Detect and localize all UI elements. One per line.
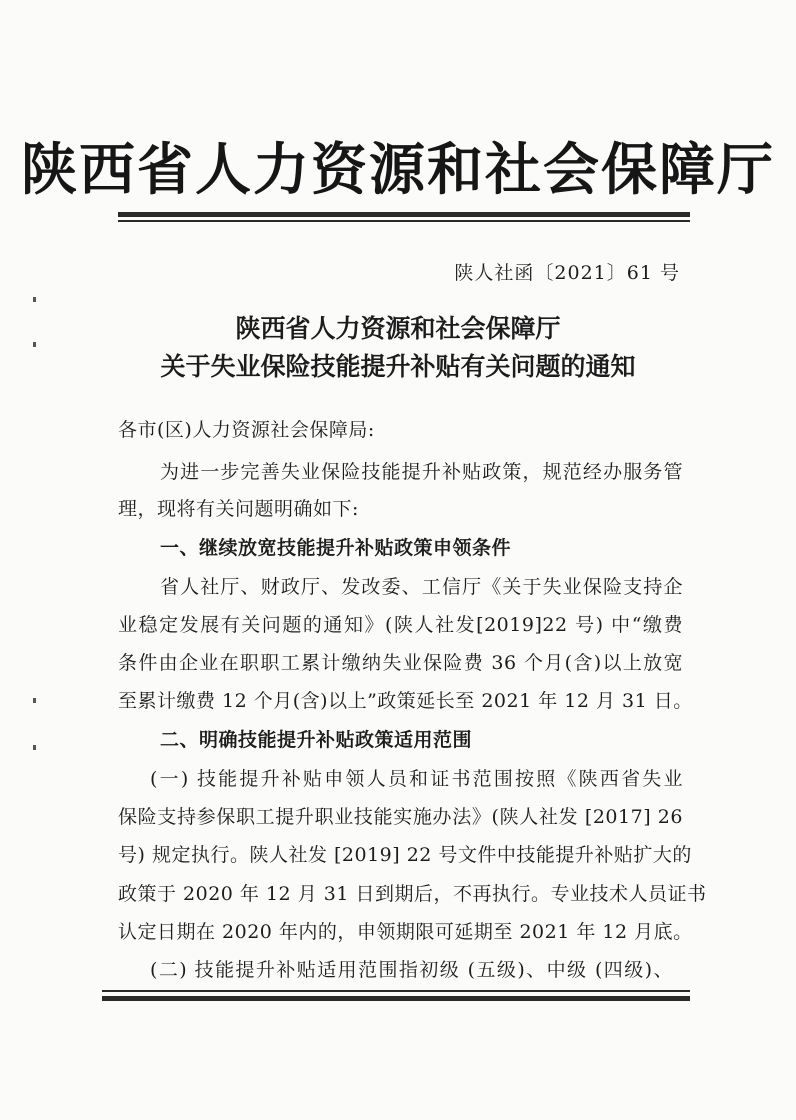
section2-line: 政策于 2020 年 12 月 31 日到期后，不再执行。专业技术人员证书 [118,883,707,905]
margin-mark [33,297,36,302]
document-number: 陕人社函〔2021〕61 号 [454,262,680,284]
intro-line: 为进一步完善失业保险技能提升补贴政策，规范经办服务管 [160,461,683,483]
section1-line: 省人社厅、财政厅、发改委、工信厅《关于失业保险支持企 [160,576,683,598]
header-rule-thin [118,220,690,222]
section2-line: (一) 技能提升补贴申领人员和证书范围按照《陕西省失业 [150,768,683,790]
salutation: 各市(区)人力资源社会保障局: [118,419,375,441]
section1-heading: 一、继续放宽技能提升补贴政策申领条件 [160,537,512,559]
section2-line: 保险支持参保职工提升职业技能实施办法》(陕人社发 [2017] 26 [118,806,683,828]
header-rule-thick [118,212,690,217]
agency-header: 陕西省人力资源和社会保障厅 [21,137,775,203]
section1-line: 业稳定发展有关问题的通知》(陕人社发[2019]22 号) 中“缴费 [118,614,683,636]
document-title-line2: 关于失业保险技能提升补贴有关问题的通知 [160,352,636,381]
section1-line: 至累计缴费 12 个月(含)以上”政策延长至 2021 年 12 月 31 日。 [118,690,693,712]
section2-heading: 二、明确技能提升补贴政策适用范围 [160,729,473,751]
intro-line: 理，现将有关问题明确如下: [118,498,359,520]
document-title-line1: 陕西省人力资源和社会保障厅 [235,314,561,343]
footer-rule-thick [102,996,690,1001]
footer-rule-thin [102,990,690,992]
section2-line: 号) 规定执行。陕人社发 [2019] 22 号文件中技能提升补贴扩大的 [118,844,692,866]
section2-line: (二) 技能提升补贴适用范围指初级 (五级)、中级 (四级)、 [150,959,673,981]
section2-line: 认定日期在 2020 年内的，申领期限可延期至 2021 年 12 月底。 [118,921,693,943]
margin-mark [33,698,36,703]
section1-line: 条件由企业在职职工累计缴纳失业保险费 36 个月(含)以上放宽 [118,652,683,674]
margin-mark [33,745,36,750]
